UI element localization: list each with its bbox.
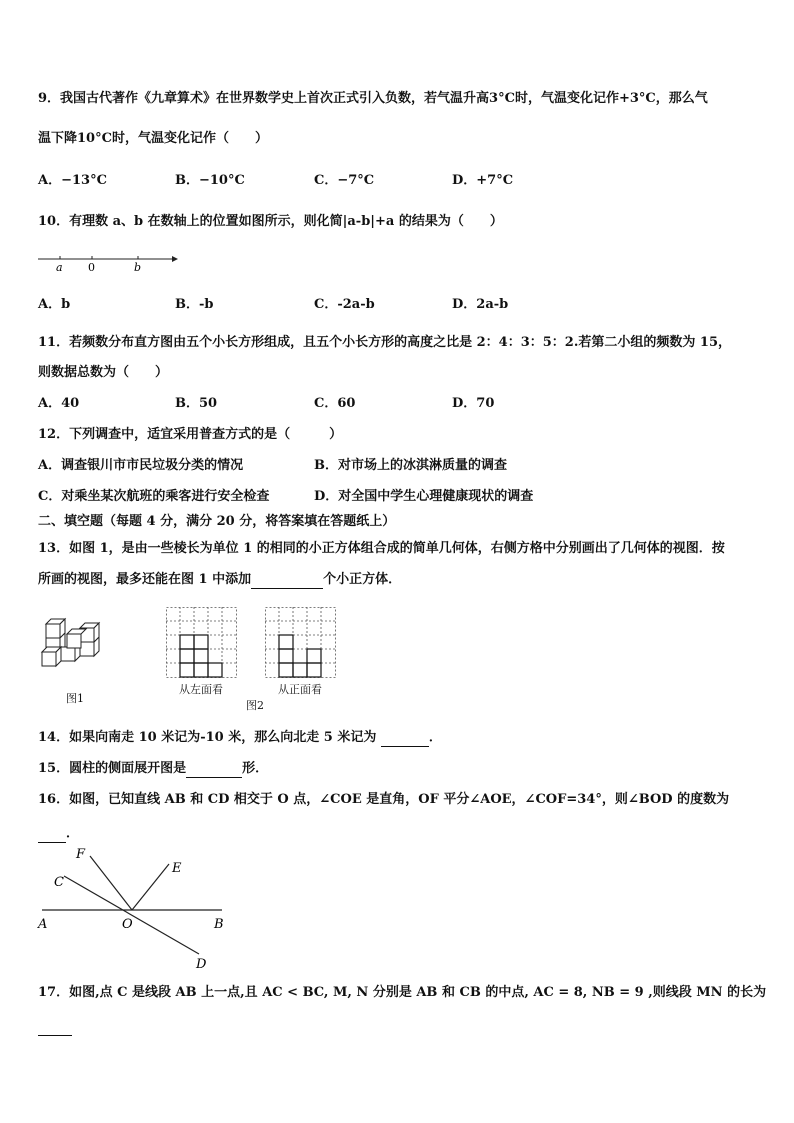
q16-ray-of [90, 856, 132, 910]
q9-line1: 9．我国古代著作《九章算术》在世界数学史上首次正式引入负数，若气温升高3°C时，气温变化记作+3°C，那么气 [38, 91, 708, 106]
q12-option-d: D．对全国中学生心理健康现状的调查 [314, 489, 534, 504]
q13-figure1-cubes [40, 614, 106, 670]
q17-answer-line [38, 1018, 72, 1036]
q10-text: 10．有理数 a、b 在数轴上的位置如图所示，则化简|a-b|+a 的结果为（ ） [38, 214, 503, 229]
q16-label-o: O [122, 917, 133, 932]
q10-option-d: D．2a-b [452, 297, 509, 312]
q13-front-view-label: 从正面看 [278, 683, 322, 696]
q15-text-a: 15．圆柱的侧面展开图是 [38, 761, 187, 776]
q9-option-b: B．−10°C [175, 173, 245, 188]
q10-label-0: 0 [88, 261, 95, 274]
q13-left-view-grid [166, 607, 238, 679]
q13-line2-a: 所画的视图，最多还能在图 1 中添加 [38, 572, 252, 587]
q9-line2: 温下降10°C时，气温变化记作（ ） [38, 131, 268, 146]
q11-option-c: C．60 [314, 396, 356, 411]
q10-number-line [38, 248, 184, 274]
q15-text-b: 形． [242, 761, 269, 776]
q16-label-d: D [196, 957, 207, 972]
q12-option-b: B．对市场上的冰淇淋质量的调查 [314, 458, 507, 473]
q14-text-a: 14．如果向南走 10 米记为-10 米，那么向北走 5 米记为 [38, 730, 377, 745]
q13-figure1-label: 图1 [66, 692, 84, 705]
q10-label-a: a [56, 261, 63, 274]
q15-answer-blank [186, 763, 242, 778]
q14-text-b: ． [428, 730, 442, 745]
q16-line2-b: ． [66, 826, 80, 841]
q11-line2: 则数据总数为（ ） [38, 365, 169, 380]
q16-figure [34, 842, 234, 972]
q16-line1: 16．如图，已知直线 AB 和 CD 相交于 O 点，∠COE 是直角，OF 平分∠AOE，∠COF=34°，则∠BOD 的度数为 [38, 792, 730, 807]
q16-line2 [38, 825, 79, 843]
q9-option-a: A．−13°C [38, 173, 107, 188]
q13-line1: 13．如图 1，是由一些棱长为单位 1 的相同的小正方体组合成的简单几何体，右侧方格中分别画出了几何体的视图．按 [38, 541, 725, 556]
q11-option-b: B．50 [175, 396, 218, 411]
q13-line2 [38, 571, 401, 589]
q17-line1: 17．如图,点 C 是线段 AB 上一点,且 AC < BC, M, N 分别是 AB 和 CB 的中点, AC = 8, NB = 9 ,则线段 MN 的长为 [38, 985, 767, 1000]
q10-option-c: C．-2a-b [314, 297, 375, 312]
q13-figure2-label: 图2 [246, 699, 264, 712]
q14-answer-blank [381, 732, 429, 747]
q16-label-a: A [38, 917, 48, 932]
q16-label-f: F [76, 847, 86, 862]
q13-line2-b: 个小正方体． [323, 572, 402, 587]
q16-line-cd [64, 876, 199, 954]
q11-line1: 11．若频数分布直方图由五个小长方形组成，且五个小长方形的高度之比是 2：4：3：5：2.若第二小组的频数为 15， [38, 335, 731, 350]
q13-answer-blank [251, 574, 323, 589]
q13-left-view-label: 从左面看 [179, 683, 223, 696]
q16-label-c: C [54, 875, 64, 890]
q13-front-view-grid [265, 607, 337, 679]
q10-option-b: B．-b [175, 297, 214, 312]
q9-option-c: C．−7°C [314, 173, 375, 188]
q10-label-b: b [134, 261, 142, 274]
q16-label-e: E [172, 861, 182, 876]
q15-text [38, 760, 268, 778]
q11-option-a: A．40 [38, 396, 80, 411]
q12-text: 12．下列调查中，适宜采用普查方式的是（ ） [38, 427, 343, 442]
q10-option-a: A．b [38, 297, 71, 312]
q16-label-b: B [214, 917, 224, 932]
q17-answer-blank [38, 1021, 72, 1036]
q16-answer-blank [38, 828, 66, 843]
q14-text [38, 729, 442, 747]
q11-option-d: D．70 [452, 396, 495, 411]
q12-option-a: A．调查银川市市民垃圾分类的情况 [38, 458, 244, 473]
q16-ray-oe [132, 864, 169, 910]
section-heading-fill-in: 二、填空题（每题 4 分，满分 20 分，将答案填在答题纸上） [38, 514, 396, 529]
q9-option-d: D．+7°C [452, 173, 514, 188]
q12-option-c: C．对乘坐某次航班的乘客进行安全检查 [38, 489, 270, 504]
